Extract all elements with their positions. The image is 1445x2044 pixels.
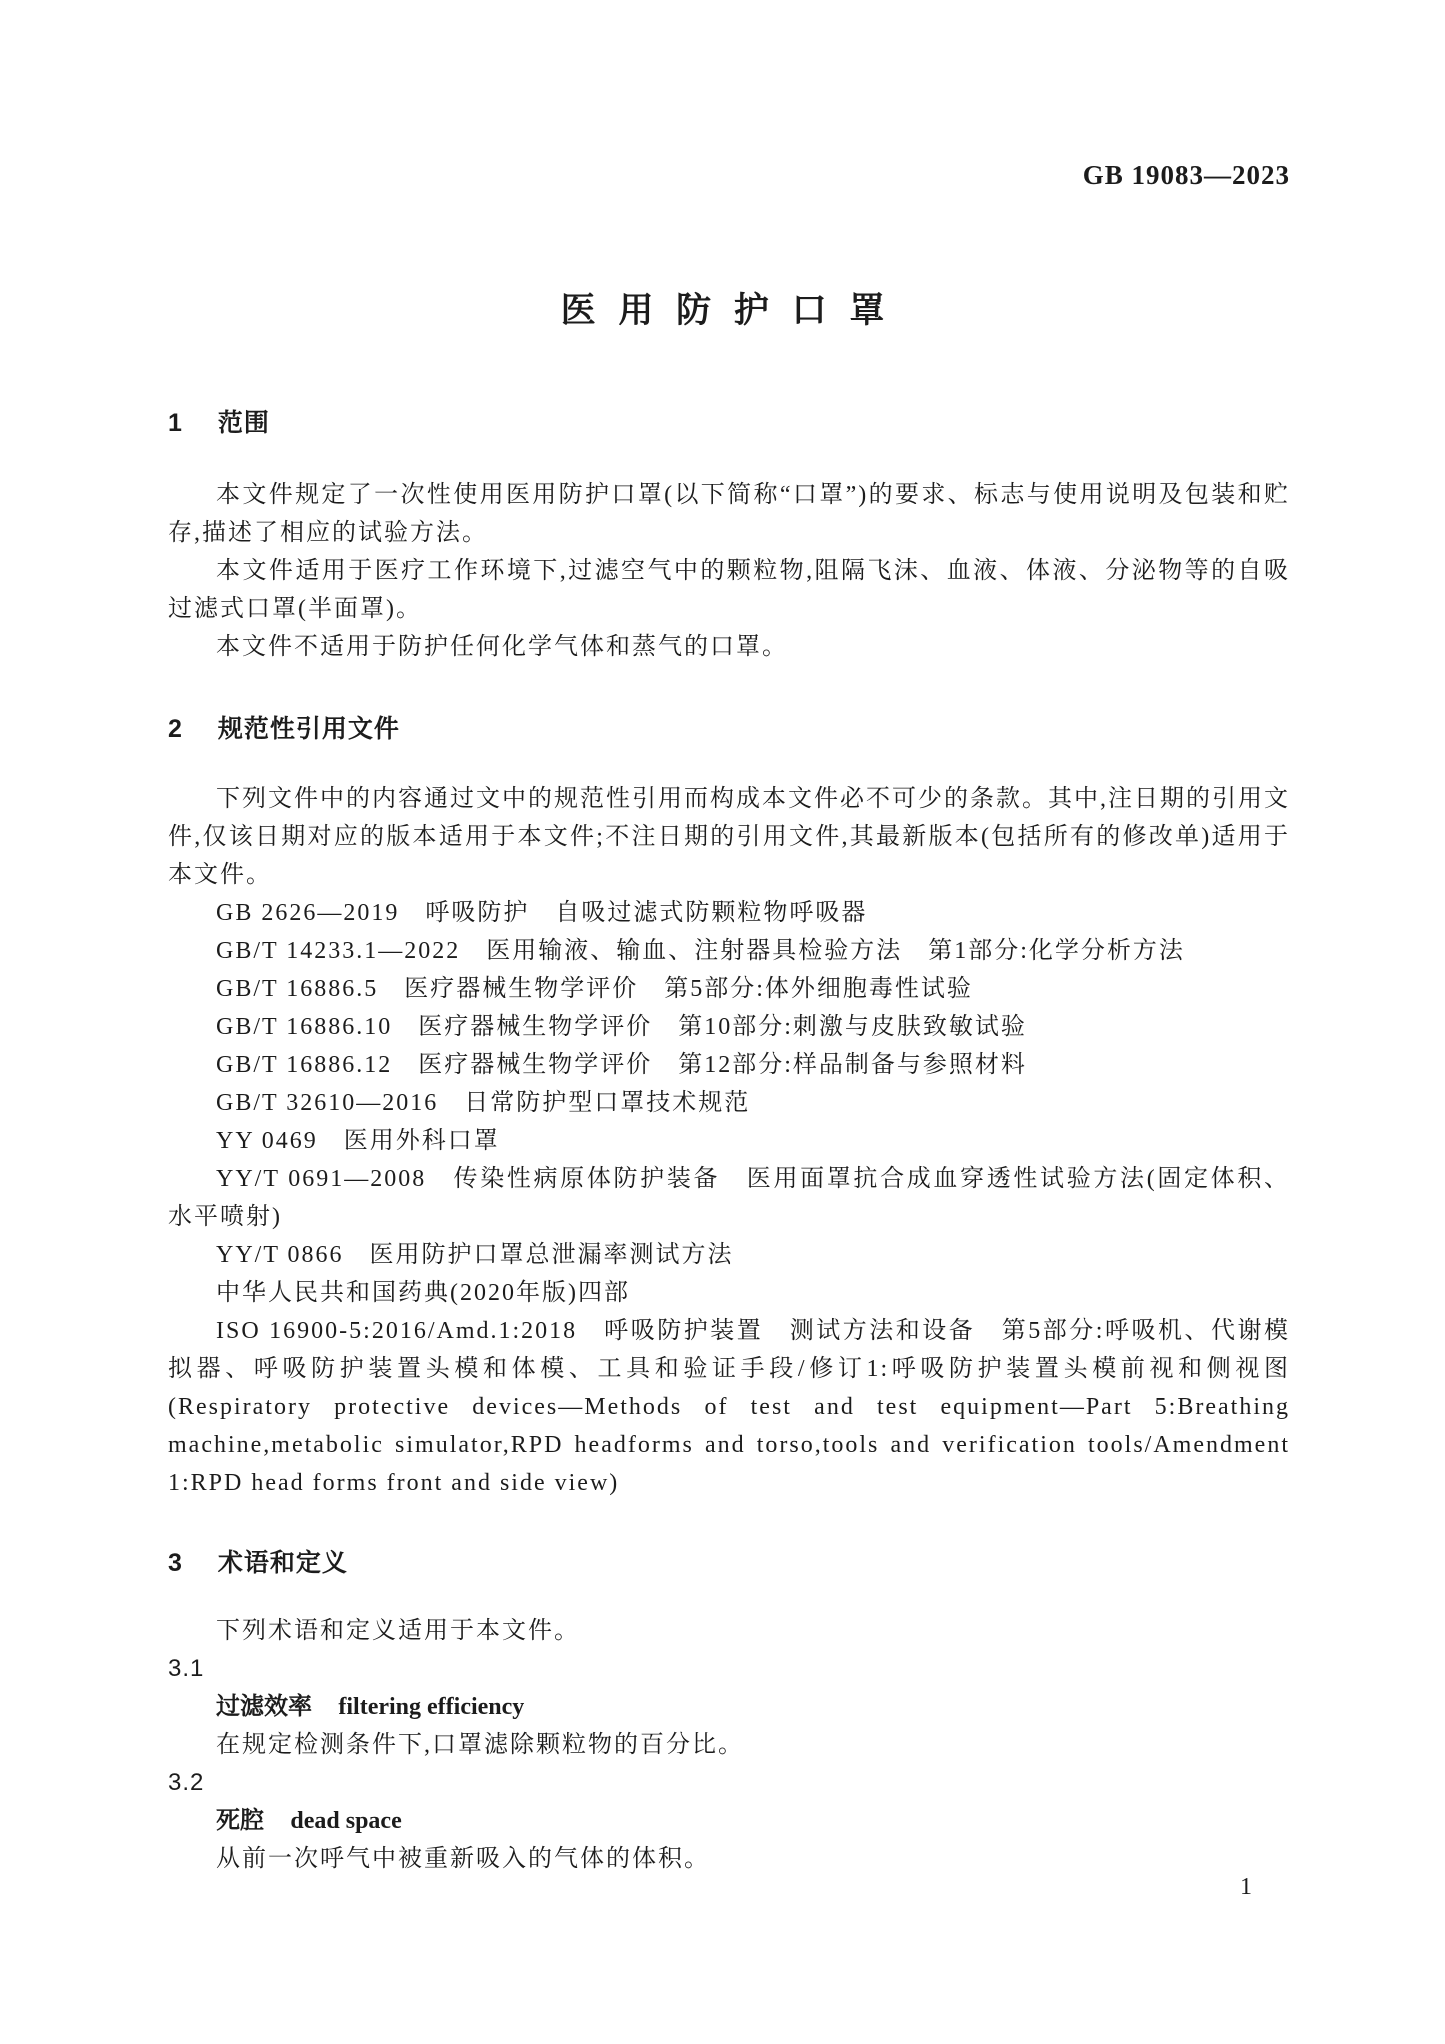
standard-code: GB 19083—2023 (1082, 160, 1290, 190)
section-1-title: 范围 (217, 409, 270, 437)
term-name-zh: 死腔 (216, 1807, 264, 1834)
section-scope (168, 404, 1290, 666)
section-1-number: 1 (168, 409, 183, 437)
reference-item: YY 0469 医用外科口罩 (216, 1128, 500, 1154)
page-number: 1 (1240, 1874, 1252, 1900)
paragraph: 本文件适用于医疗工作环境下,过滤空气中的颗粒物,阻隔飞沫、血液、体液、分泌物等的自吸过滤式口罩(半面罩)。 (168, 558, 1290, 622)
section-3-number: 3 (168, 1549, 183, 1577)
section-2-number: 2 (168, 715, 183, 743)
reference-item: GB/T 14233.1—2022 医用输液、输血、注射器具检验方法 第1部分:化学分析方法 (216, 938, 1185, 964)
paragraph: 下列文件中的内容通过文中的规范性引用而构成本文件必不可少的条款。其中,注日期的引用文件,仅该日期对应的版本适用于本文件;不注日期的引用文件,其最新版本(包括所有的修改单)适用于本文件。 (168, 786, 1290, 888)
term-entry (168, 1764, 1290, 1878)
term-definition: 从前一次呼气中被重新吸入的气体的体积。 (216, 1846, 710, 1872)
section-3-heading (168, 1544, 1290, 1582)
term-name-zh: 过滤效率 (216, 1693, 312, 1720)
section-normative-references (168, 710, 1290, 1502)
paragraph: 本文件规定了一次性使用医用防护口罩(以下简称“口罩”)的要求、标志与使用说明及包装和贮存,描述了相应的试验方法。 (168, 482, 1290, 546)
reference-item: GB/T 16886.10 医疗器械生物学评价 第10部分:刺激与皮肤致敏试验 (216, 1014, 1027, 1040)
reference-item: ISO 16900-5:2016/Amd.1:2018 呼吸防护装置 测试方法和设备 第5部分:呼吸机、代谢模拟器、呼吸防护装置头模和体模、工具和验证手段/修订1:呼吸防护装置头模前视和侧视图(Respiratory protective devices—Methods of test and test equipment—Part 5:Breathing machine,metabolic simulator,RPD headforms and torso,tools and verification tools/Amendment 1:RPD head forms front and side view) (168, 1318, 1290, 1496)
term-number: 3.2 (168, 1769, 205, 1796)
term-entry (168, 1650, 1290, 1764)
reference-item: YY/T 0691—2008 传染性病原体防护装备 医用面罩抗合成血穿透性试验方法(固定体积、水平喷射) (168, 1166, 1290, 1230)
reference-item: GB/T 16886.12 医疗器械生物学评价 第12部分:样品制备与参照材料 (216, 1052, 1027, 1078)
term-name (168, 1688, 1290, 1726)
section-2-heading (168, 710, 1290, 748)
reference-item: YY/T 0866 医用防护口罩总泄漏率测试方法 (216, 1242, 734, 1268)
term-name-en: filtering efficiency (338, 1694, 525, 1720)
reference-item: GB/T 32610—2016 日常防护型口罩技术规范 (216, 1090, 751, 1116)
section-terms-definitions (168, 1544, 1290, 1878)
section-1-heading (168, 404, 1290, 442)
document-title: 医用防护口罩 (560, 291, 908, 330)
reference-item: GB 2626—2019 呼吸防护 自吸过滤式防颗粒物呼吸器 (216, 900, 868, 926)
paragraph: 本文件不适用于防护任何化学气体和蒸气的口罩。 (216, 634, 788, 660)
term-name-en: dead space (290, 1808, 402, 1834)
reference-item: 中华人民共和国药典(2020年版)四部 (216, 1280, 630, 1306)
term-number: 3.1 (168, 1655, 205, 1682)
paragraph: 下列术语和定义适用于本文件。 (216, 1618, 580, 1644)
reference-item: GB/T 16886.5 医疗器械生物学评价 第5部分:体外细胞毒性试验 (216, 976, 973, 1002)
section-2-title: 规范性引用文件 (217, 715, 400, 743)
term-name (168, 1802, 1290, 1840)
section-3-title: 术语和定义 (217, 1549, 348, 1577)
term-definition: 在规定检测条件下,口罩滤除颗粒物的百分比。 (216, 1732, 744, 1758)
document-body (168, 404, 1290, 1878)
